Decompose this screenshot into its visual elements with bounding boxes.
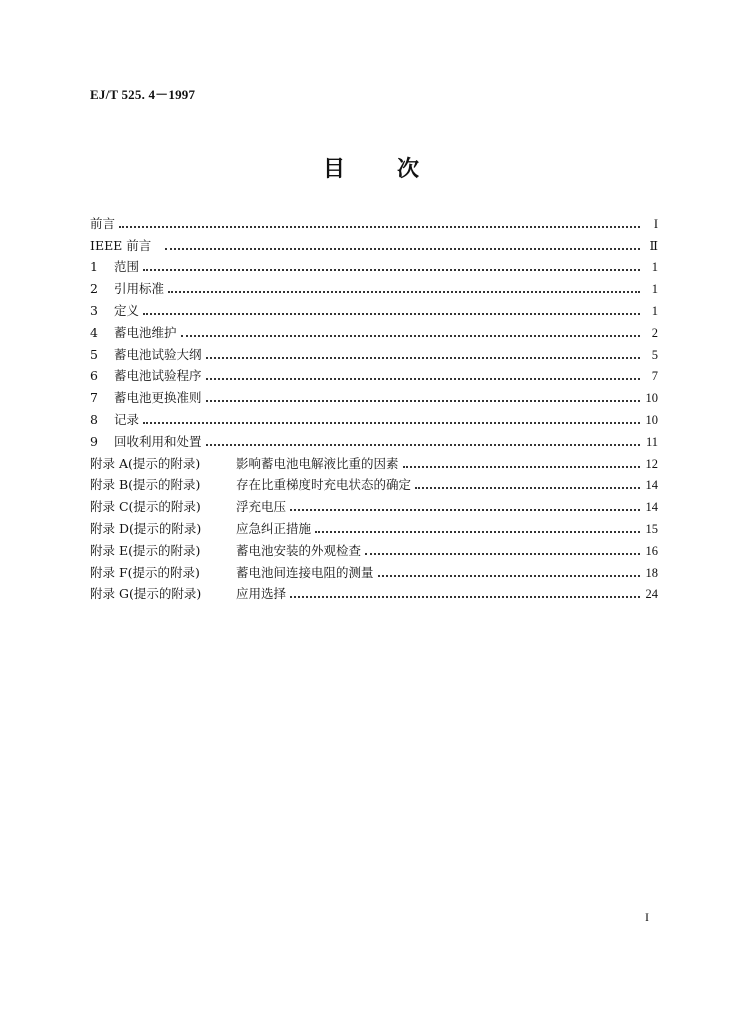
- toc-dot-leader: [206, 378, 640, 380]
- toc-appendix-label: 附录 D(提示的附录): [90, 520, 202, 536]
- toc-dot-leader: [290, 509, 640, 511]
- table-of-contents: [90, 209, 658, 601]
- toc-dot-leader: [143, 269, 640, 271]
- toc-appendix-label: 附录 B(提示的附录): [90, 477, 201, 493]
- toc-entry-page: I: [653, 216, 658, 231]
- toc-dot-leader: [415, 487, 640, 489]
- toc-entry-title: 蓄电池维护: [114, 324, 177, 340]
- toc-entry: [90, 253, 658, 275]
- toc-dot-leader: [165, 248, 640, 250]
- toc-entry-title: 回收利用和处置: [114, 433, 202, 449]
- toc-entry-number: 3: [90, 302, 98, 318]
- toc-entry-number: 7: [90, 390, 98, 406]
- toc-entry: [90, 209, 658, 231]
- toc-appendix-label: 附录 G(提示的附录): [90, 586, 202, 602]
- toc-entry-page: 1: [651, 260, 658, 275]
- toc-entry-page: 1: [651, 303, 658, 318]
- toc-entry-page: 10: [645, 391, 658, 406]
- toc-dot-leader: [168, 291, 640, 293]
- toc-dot-leader: [143, 422, 640, 424]
- toc-entry-page: 11: [645, 434, 658, 449]
- toc-entry-number: 6: [90, 368, 98, 384]
- page-number: I: [645, 910, 649, 924]
- toc-dot-leader: [143, 313, 640, 315]
- toc-entry-number: 4: [90, 324, 98, 340]
- toc-entry-number: 5: [90, 346, 98, 362]
- toc-entry-page: 2: [651, 325, 658, 340]
- toc-entry-number: 1: [90, 259, 98, 275]
- toc-dot-leader: [206, 400, 640, 402]
- toc-entry-page: 14: [645, 478, 658, 493]
- toc-dot-leader: [365, 553, 640, 555]
- toc-appendix-label: 附录 A(提示的附录): [90, 455, 201, 471]
- toc-entry: [90, 362, 658, 384]
- toc-entry: [90, 296, 658, 318]
- toc-dot-leader: [290, 596, 640, 598]
- toc-entry-number: 2: [90, 281, 98, 297]
- toc-entry-page: 5: [651, 347, 658, 362]
- toc-entry-page: 16: [645, 543, 658, 558]
- toc-entry: [90, 514, 658, 536]
- toc-entry-title: 引用标准: [114, 281, 165, 297]
- toc-entry-title: IEEE 前言: [90, 237, 152, 253]
- toc-entry-title: 蓄电池试验程序: [114, 368, 202, 384]
- toc-entry: [90, 383, 658, 405]
- toc-entry-title: 浮充电压: [236, 499, 287, 515]
- toc-entry-page: 12: [645, 456, 658, 471]
- toc-entry-title: 范围: [114, 259, 140, 275]
- toc-entry-title: 存在比重梯度时充电状态的确定: [236, 477, 412, 493]
- toc-entry-title: 前言: [90, 215, 116, 231]
- toc-entry: [90, 558, 658, 580]
- toc-dot-leader: [206, 444, 640, 446]
- toc-appendix-label: 附录 C(提示的附录): [90, 499, 201, 515]
- standard-code: EJ/T 525. 4－1997: [90, 87, 196, 102]
- page-title: 目次: [322, 157, 471, 182]
- toc-entry-title: 影响蓄电池电解液比重的因素: [236, 455, 399, 471]
- toc-entry-title: 蓄电池安装的外观检查: [236, 542, 362, 558]
- toc-entry-title: 蓄电池更换准则: [114, 390, 202, 406]
- toc-entry: [90, 471, 658, 493]
- toc-entry: [90, 580, 658, 602]
- toc-entry: [90, 340, 658, 362]
- toc-entry-title: 应急纠正措施: [236, 520, 312, 536]
- toc-entry: [90, 492, 658, 514]
- toc-dot-leader: [403, 466, 640, 468]
- toc-entry-page: 15: [645, 521, 658, 536]
- toc-entry-page: 24: [645, 587, 658, 602]
- toc-appendix-label: 附录 E(提示的附录): [90, 542, 201, 558]
- toc-entry-title: 定义: [114, 302, 140, 318]
- toc-entry-page: Ⅱ: [649, 238, 658, 253]
- toc-entry-title: 记录: [114, 411, 140, 427]
- toc-dot-leader: [206, 357, 640, 359]
- toc-entry: [90, 449, 658, 471]
- toc-entry-number: 8: [90, 411, 98, 427]
- toc-entry-page: 1: [651, 282, 658, 297]
- toc-dot-leader: [119, 226, 640, 228]
- toc-appendix-label: 附录 F(提示的附录): [90, 564, 200, 580]
- toc-entry-number: 9: [90, 433, 98, 449]
- toc-dot-leader: [378, 575, 640, 577]
- toc-entry-page: 14: [645, 500, 658, 515]
- toc-entry: [90, 318, 658, 340]
- toc-dot-leader: [315, 531, 640, 533]
- toc-entry-title: 蓄电池试验大纲: [114, 346, 202, 362]
- toc-entry-page: 18: [645, 565, 658, 580]
- toc-entry-title: 应用选择: [236, 586, 287, 602]
- toc-entry: [90, 405, 658, 427]
- toc-entry-title: 蓄电池间连接电阻的测量: [236, 564, 374, 580]
- toc-entry: [90, 231, 658, 253]
- toc-entry-page: 7: [651, 369, 658, 384]
- toc-entry-page: 10: [645, 412, 658, 427]
- toc-dot-leader: [181, 335, 640, 337]
- toc-entry: [90, 536, 658, 558]
- toc-entry: [90, 274, 658, 296]
- toc-entry: [90, 427, 658, 449]
